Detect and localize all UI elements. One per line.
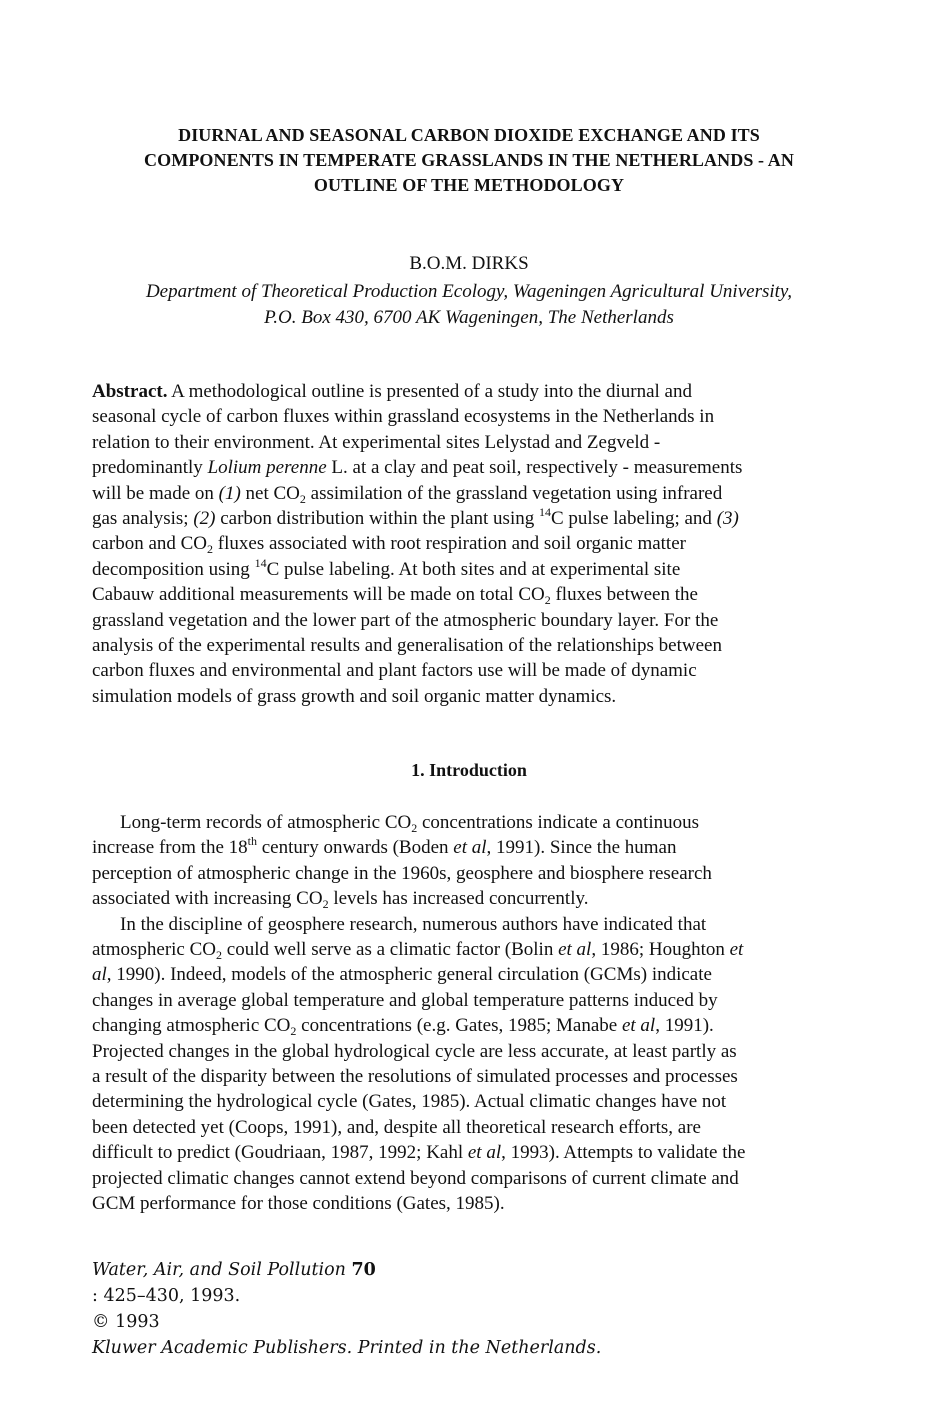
intro-line: determining the hydrological cycle (Gates, 1985). Actual climatic changes have not [92,1091,727,1113]
intro-line: Long-term records of atmospheric $CO_2$ concentrations indicate a continuous [120,812,699,835]
intro-line: difficult to predict (Goudriaan, 1987, 1992; Kahl et al, 1993). Attempts to validate the [92,1142,746,1164]
species-name: Lolium perenne [207,457,327,479]
abstract-line: seasonal cycle of carbon fluxes within grassland ecosystems in the Netherlands in [92,406,715,428]
abstract-line: decomposition using $^{14}$C pulse labeling. At both sites and at experimental site [92,555,681,580]
section-heading: 1. Introduction [411,760,527,780]
intro-line: projected climatic changes cannot extend beyond comparisons of current climate and [92,1167,739,1189]
introduction-body [92,810,872,1217]
abstract-line: relation to their environment. At experimental sites Lelystad and Zegveld - [92,431,661,453]
title-line: COMPONENTS IN TEMPERATE GRASSLANDS IN THE NETHERLANDS - AN [144,150,794,170]
abstract-line: will be made on (1) net $CO_2$ assimilation of the grassland vegetation using infrared [92,482,723,506]
abstract [92,379,872,709]
journal-name: Water, Air, and Soil Pollution [92,1260,346,1280]
intro-line: Projected changes in the global hydrological cycle are less accurate, at least partly as [92,1040,737,1062]
affiliation-line: P.O. Box 430, 6700 AK Wageningen, The Netherlands [264,307,674,328]
abstract-line: grassland vegetation and the lower part of the atmospheric boundary layer. For the [92,609,719,631]
abstract-line: carbon and $CO_2$ fluxes associated with root respiration and soil organic matter [92,533,686,557]
intro-line: atmospheric $CO_2$ could well serve as a climatic factor (Bolin et al, 1986; Houghton et [92,939,744,963]
abstract-line: predominantly Lolium perenne L. at a clay and peat soil, respectively - measurements [92,457,743,479]
intro-line: In the discipline of geosphere research, numerous authors have indicated that [120,913,707,935]
publisher-name: Kluwer Academic Publishers. Printed in the Netherlands. [92,1338,602,1358]
paper-title [60,123,878,198]
intro-line: GCM performance for those conditions (Gates, 1985). [92,1193,505,1215]
intro-line: been detected yet (Coops, 1991), and, despite all theoretical research efforts, are [92,1116,701,1138]
title-line: DIURNAL AND SEASONAL CARBON DIOXIDE EXCHANGE AND ITS [178,125,760,145]
volume-number: 70 [351,1260,376,1280]
abstract-line: carbon fluxes and environmental and plant factors use will be made of dynamic [92,660,697,682]
intro-line: al, 1990). Indeed, models of the atmospheric general circulation (GCMs) indicate [92,964,712,986]
citation-line: Water, Air, and Soil Pollution 70 : 425–430, 1993. [92,1260,376,1306]
intro-line: increase from the 18th century onwards (Boden et al, 1991). Since the human [92,834,677,859]
affiliation-line: Department of Theoretical Production Ecology, Wageningen Agricultural University, [145,281,793,302]
author-name: B.O.M. DIRKS [409,253,529,274]
abstract-line: Cabauw additional measurements will be made on total $CO_2$ fluxes between the [92,584,698,608]
intro-line: associated with increasing $CO_2$ levels has increased concurrently. [92,888,589,912]
journal-footer [92,1257,601,1361]
intro-line: a result of the disparity between the resolutions of simulated processes and processes [92,1066,738,1088]
author-affiliation [60,279,878,331]
abstract-label: Abstract. [92,381,168,402]
intro-line: changes in average global temperature and global temperature patterns induced by [92,989,718,1011]
abstract-line: gas analysis; (2) carbon distribution within the plant using $^{14}$C pulse labeling; and (3) [92,505,739,530]
abstract-line: analysis of the experimental results and generalisation of the relationships between [92,635,722,657]
abstract-line: Abstract. A methodological outline is presented of a study into the diurnal and [92,381,692,402]
abstract-line: simulation models of grass growth and soil organic matter dynamics. [92,685,617,707]
title-line: OUTLINE OF THE METHODOLOGY [313,175,625,195]
copyright-line: © 1993 Kluwer Academic Publishers. Printed in the Netherlands. [92,1312,602,1358]
intro-line: changing atmospheric $CO_2$ concentrations (e.g. Gates, 1985; Manabe et al, 1991). [92,1015,714,1039]
intro-line: perception of atmospheric change in the 1960s, geosphere and biosphere research [92,862,712,884]
